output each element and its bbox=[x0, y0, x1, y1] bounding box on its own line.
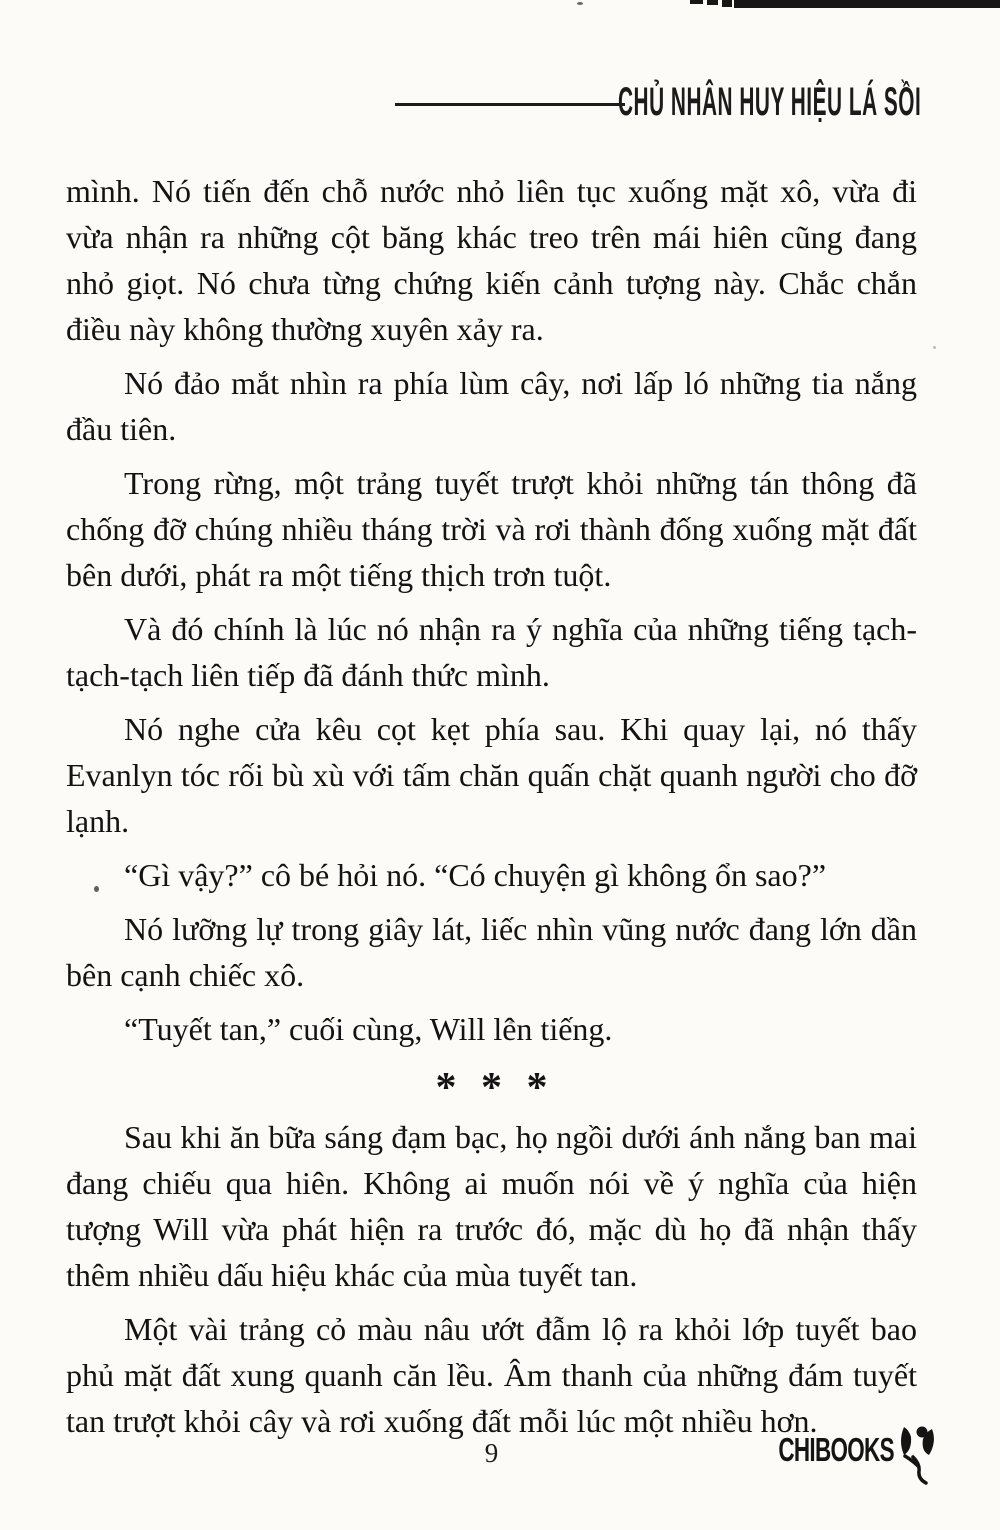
scene-break-separator: * * * bbox=[435, 1065, 548, 1111]
page-number: 9 bbox=[484, 1438, 499, 1468]
header-rule bbox=[395, 103, 625, 106]
scan-artifact-dash bbox=[690, 0, 703, 4]
paragraph: Trong rừng, một trảng tuyết trượt khỏi những tán thông đã chống đỡ chúng nhiều tháng trời và rơi thành đống xuống mặt đất bên dưới, phát ra một tiếng thịch trơn tuột. bbox=[66, 465, 917, 593]
scan-artifact-band bbox=[734, 0, 1000, 8]
paragraph-dialogue: “Tuyết tan,” cuối cùng, Will lên tiếng. bbox=[124, 1011, 613, 1047]
scan-artifact-dash bbox=[722, 0, 732, 7]
page-body bbox=[66, 168, 917, 1452]
paragraph: Nó nghe cửa kêu cọt kẹt phía sau. Khi quay lại, nó thấy Evanlyn tóc rối bù xù với tấm chăn quấn chặt quanh người cho đỡ lạnh. bbox=[66, 711, 917, 839]
paragraph: mình. Nó tiến đến chỗ nước nhỏ liên tục xuống mặt xô, vừa đi vừa nhận ra những cột băng khác treo trên mái hiên cũng đang nhỏ giọt. Nó chưa từng chứng kiến cảnh tượng này. Chắc chắn điều này không thường xuyên xảy ra. bbox=[66, 173, 917, 347]
running-title: CHỦ NHÂN HUY HIỆU LÁ SỒI bbox=[617, 80, 921, 124]
paragraph: Và đó chính là lúc nó nhận ra ý nghĩa của những tiếng tạch-tạch-tạch liên tiếp đã đánh thức mình. bbox=[66, 611, 917, 693]
scan-speck bbox=[933, 346, 936, 349]
publisher-logo-text: CHIBOOKS bbox=[778, 1431, 894, 1468]
paragraph: Một vài trảng cỏ màu nâu ướt đẫm lộ ra khỏi lớp tuyết bao phủ mặt đất xung quanh căn lều. Âm thanh của những đám tuyết tan trượt khỏi cây và rơi xuống đất mỗi lúc một nhiều hơn. bbox=[66, 1311, 917, 1439]
scan-speck bbox=[577, 2, 583, 5]
chibooks-figure-icon bbox=[892, 1423, 938, 1485]
publisher-logo bbox=[724, 1430, 938, 1485]
paragraph: Nó đảo mắt nhìn ra phía lùm cây, nơi lấp ló những tia nắng đầu tiên. bbox=[66, 365, 917, 447]
scan-artifact-dash bbox=[707, 0, 718, 5]
paragraph: Sau khi ăn bữa sáng đạm bạc, họ ngồi dưới ánh nắng ban mai đang chiếu qua hiên. Không ai muốn nói về ý nghĩa của hiện tượng Will vừa phát hiện ra trước đó, mặc dù họ đã nhận thấy thêm nhiều dấu hiệu khác của mùa tuyết tan. bbox=[66, 1119, 917, 1293]
paragraph: Nó lưỡng lự trong giây lát, liếc nhìn vũng nước đang lớn dần bên cạnh chiếc xô. bbox=[66, 911, 917, 993]
paragraph-dialogue: “Gì vậy?” cô bé hỏi nó. “Có chuyện gì không ổn sao?” bbox=[124, 857, 827, 893]
